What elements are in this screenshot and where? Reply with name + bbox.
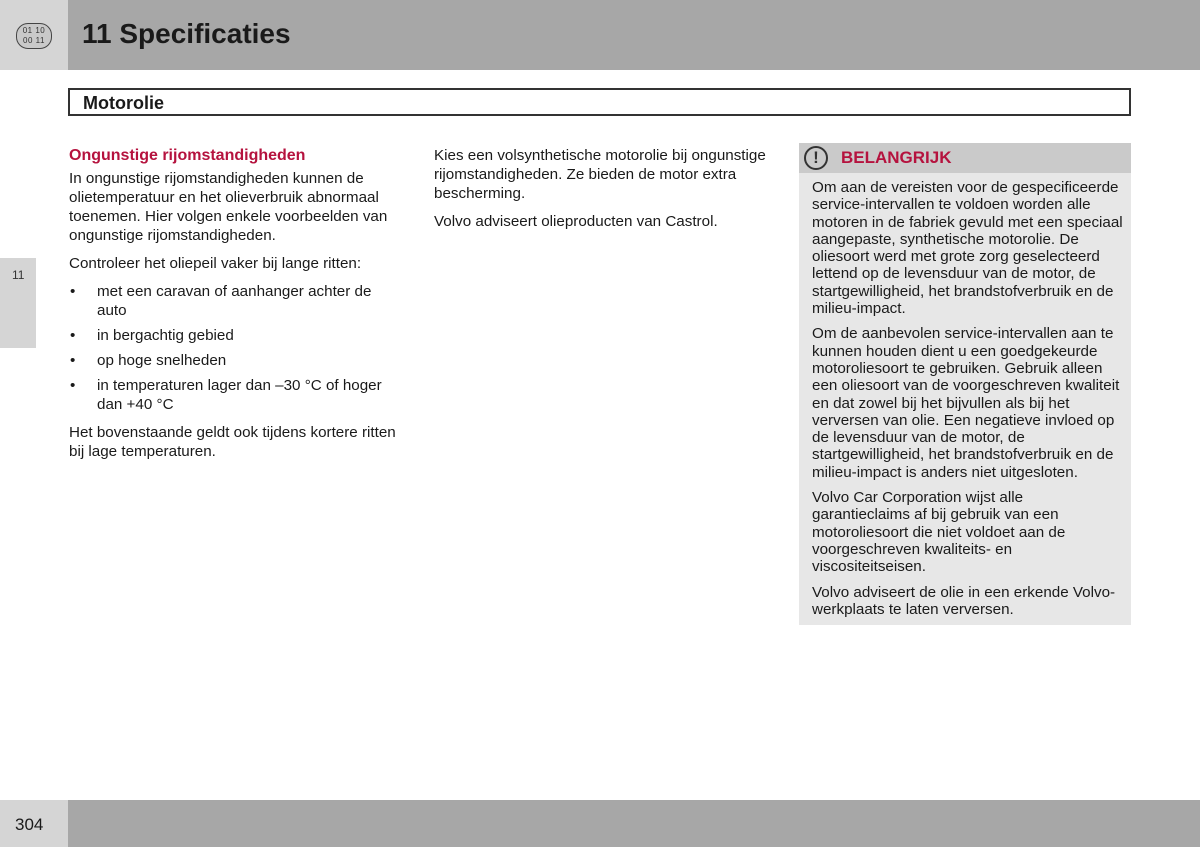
castrol-paragraph: Volvo adviseert olieproducten van Castrol. <box>434 213 718 230</box>
chapter-icon <box>16 23 52 49</box>
important-paragraph: Volvo Car Corporation wijst alle garantieclaims af bij gebruik van een motoroliesoort die niet voldoet aan de voorgeschreven kwaliteits- en viscositeitseisen. <box>812 489 1066 576</box>
important-paragraph: Volvo adviseert de olie in een erkende Volvo-werkplaats te laten verversen. <box>812 583 1116 618</box>
conditions-list <box>69 282 404 414</box>
section-title: Motorolie <box>83 93 164 113</box>
bullet-icon: • <box>70 283 76 300</box>
list-item-text: met een caravan of aanhanger achter de auto <box>97 283 372 319</box>
exclamation-icon: ! <box>804 146 828 170</box>
column-left <box>69 146 404 470</box>
page-number: 304 <box>15 815 44 834</box>
important-paragraph: Om aan de vereisten voor de gespecificeerde service-intervallen te voldoen worden alle motoren in de fabriek gevuld met een speciaal aangepaste, synthetische motorolie. De oliesoort werd met grote zorg geselecteerd lettend op de levensduur van de motor, de startgewilligheid, het brandstofverbruik en de milieu-impact. <box>812 179 1123 318</box>
section-header <box>68 88 1131 116</box>
chapter-icon-bottom: 00 11 <box>23 36 45 45</box>
bullet-icon: • <box>70 352 76 369</box>
list-item <box>69 351 404 370</box>
list-item <box>69 282 404 320</box>
side-tab-label: 11 <box>12 268 25 282</box>
list-item <box>69 326 404 345</box>
column-middle <box>434 146 774 240</box>
important-header <box>799 143 1131 173</box>
list-item-text: in bergachtig gebied <box>97 327 234 344</box>
important-title: BELANGRIJK <box>841 148 952 167</box>
list-item <box>69 376 404 414</box>
important-paragraph: Om de aanbevolen service-intervallen aan te kunnen houden dient u een goedgekeurde motoroliesoort te gebruiken. Gebruik alleen een oliesoort van de voorgeschreven kwaliteit en dat zowel bij het bijvullen als bij het verversen van olie. Een negatieve invloed op de levensduur van de motor, de startgewilligheid, het brandstofverbruik en de milieu-impact is anders niet uitgesloten. <box>812 325 1120 481</box>
subheading: Ongunstige rijomstandigheden <box>69 147 306 164</box>
important-box <box>799 143 1131 625</box>
check-paragraph: Controleer het oliepeil vaker bij lange ritten: <box>69 255 362 272</box>
list-item-text: op hoge snelheden <box>97 352 227 369</box>
synthetic-oil-paragraph: Kies een volsynthetische motorolie bij ongunstige rijomstandigheden. Ze bieden de motor extra bescherming. <box>434 147 766 202</box>
chapter-title: 11 Specificaties <box>82 18 291 49</box>
important-body <box>812 179 1124 626</box>
outro-paragraph: Het bovenstaande geldt ook tijdens kortere ritten bij lage temperaturen. <box>69 424 396 460</box>
list-item-text: in temperaturen lager dan –30 °C of hoger dan +40 °C <box>97 377 382 413</box>
bullet-icon: • <box>70 327 76 344</box>
intro-paragraph: In ongunstige rijomstandigheden kunnen de olietemperatuur en het olieverbruik abnormaal toenemen. Hier volgen enkele voorbeelden van ongunstige rijomstandigheden. <box>69 170 388 244</box>
bullet-icon: • <box>70 377 76 394</box>
chapter-icon-top: 01 10 <box>22 26 46 35</box>
footer-bar <box>68 800 1200 847</box>
